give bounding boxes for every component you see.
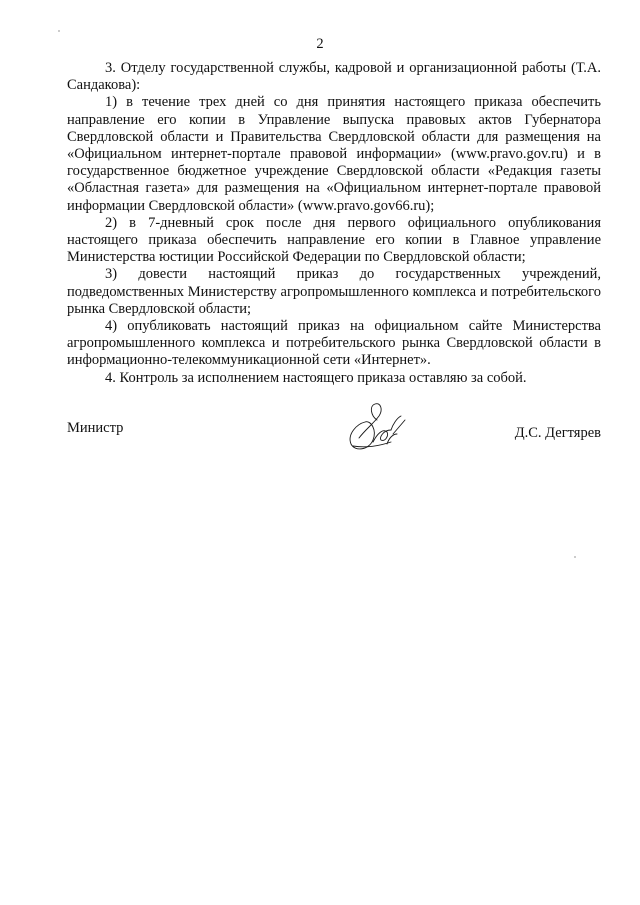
paragraph-3-1: 1) в течение трех дней со дня принятия настоящего приказа обеспечить направление его копии в Управление выпуска правовых актов Губернатора Свердловской области и Правительства Свердловской области для размещения на «Официальном интернет-портале правовой информации» (www.pravo.gov.ru) и в государственное бюджетное учреждение Свердловской области «Редакция газеты «Областная газета» для размещения на «Официальном интернет-портале правовой информации Свердловской области» (www.pravo.gov66.ru); [67,94,601,214]
signer-position: Министр [67,420,124,436]
scan-speck [58,30,60,32]
paragraph-3-4: 4) опубликовать настоящий приказ на официальном сайте Министерства агропромышленного комплекса и потребительского рынка Свердловской области в информационно-телекоммуникационной сети «Интернет». [67,318,601,369]
paragraph-3: 3. Отделу государственной службы, кадровой и организационной работы (Т.А. Сандакова): [67,60,601,94]
paragraph-3-3: 3) довести настоящий приказ до государственных учреждений, подведомственных Министерству агропромышленного комплекса и потребительского рынка Свердловской области; [67,266,601,317]
paragraph-4: 4. Контроль за исполнением настоящего приказа оставляю за собой. [105,369,527,386]
document-body [67,60,601,387]
signer-name: Д.С. Дегтярев [514,425,601,441]
scan-speck [574,556,576,558]
handwritten-signature [335,394,415,458]
signature-block [67,420,601,460]
page-number: 2 [316,36,324,52]
paragraph-3-2: 2) в 7-дневный срок после дня первого официального опубликования настоящего приказа обеспечить направление его копии в Главное управление Министерства юстиции Российской Федерации по Свердловской области; [67,214,601,266]
